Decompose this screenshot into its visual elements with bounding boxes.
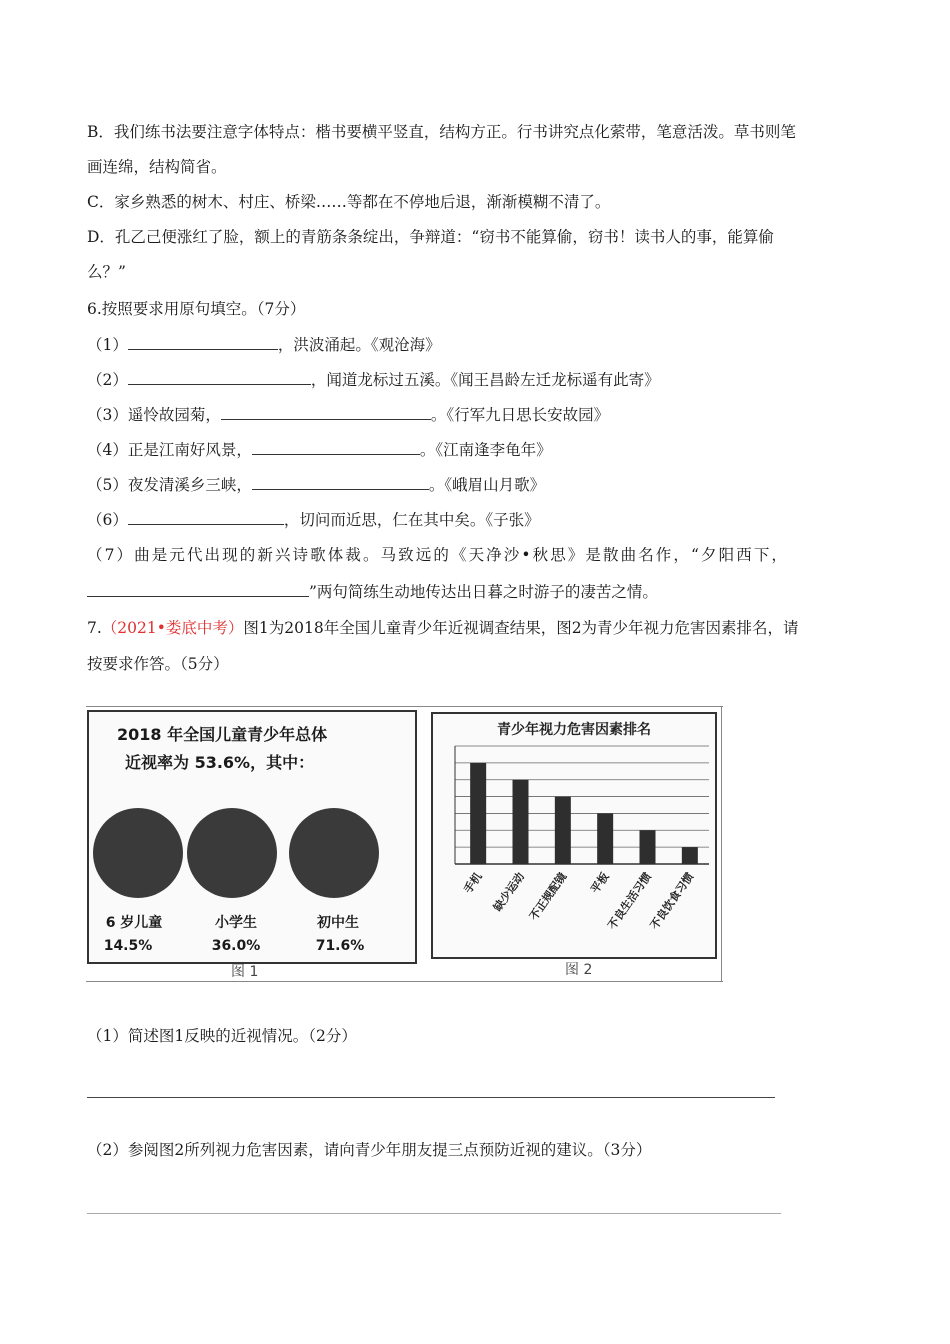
figure-right-rule [721,706,722,982]
q6-item-1-blank[interactable] [128,335,278,350]
fig2-title: 青少年视力危害因素排名 [497,722,651,738]
fig2-bar [597,813,613,864]
fig2-category-label: 不良饮食习惯 [647,870,697,932]
q7-sub2-answer-line[interactable] [87,1213,781,1214]
fig1-value-junior: 71.6% [315,938,365,954]
q7-sub2: （2）参阅图2所列视力危害因素，请向青少年朋友提三点预防近视的建议。（3分） [87,1141,652,1159]
fig1-circle-children [93,808,183,898]
option-b-line1: B．我们练书法要注意字体特点：楷书要横平竖直，结构方正。行书讲究点化萦带，笔意活泼。草书则笔 [87,123,796,141]
q6-item-6-prefix: （6） [87,511,128,529]
fig1-label-primary: 小学生 [215,915,257,931]
q6-item-6-text: ，切问而近思，仁在其中矣。《子张》 [283,511,540,529]
figure-bottom-rule [86,981,723,982]
fig2-bar [470,763,486,864]
fig2-chart [433,714,715,957]
q6-item-1 [87,333,441,355]
fig2-caption: 图 2 [565,962,593,978]
q6-item-5-text: 。《峨眉山月歌》 [428,476,546,494]
fig2-bar [682,847,698,864]
q6-item-7-text: ”两句简练生动地传达出日暮之时游子的凄苦之情。 [309,583,658,601]
option-c: C．家乡熟悉的树木、村庄、桥梁……等都在不停地后退，渐渐模糊不清了。 [87,193,611,211]
q7-line2: 按要求作答。（5分） [87,655,229,673]
fig1-circle-junior [289,808,379,898]
figure-panel [87,706,722,982]
fig1-title-line2: 近视率为 53.6%，其中： [125,753,315,772]
q6-item-6 [87,508,540,530]
q6-item-2-blank[interactable] [128,370,311,385]
fig2-category-label: 缺少运动 [491,870,527,914]
q7-sub1-answer-line[interactable] [87,1097,775,1098]
q6-item-3-text: 。《行军九日思长安故园》 [430,406,610,424]
fig1-circle-primary [187,808,277,898]
fig1-value-primary: 36.0% [211,938,261,954]
q6-item-7-blank[interactable] [87,582,309,597]
fig1-label-junior: 初中生 [317,915,359,931]
q6-item-5 [87,473,545,495]
option-d-line1: D．孔乙己便涨红了脸，额上的青筋条条绽出，争辩道：“窃书不能算偷，窃书！读书人的事，能算偷 [87,228,774,246]
q6-item-6-blank[interactable] [128,510,284,525]
fig2-category-label: 手机 [461,870,485,896]
q6-item-4-text: 。《江南逢李龟年》 [419,441,552,459]
q7-number: 7. [87,619,102,637]
q6-item-5-blank[interactable] [252,475,429,490]
q7-line1 [87,616,799,638]
q6-item-2-text: ，闻道龙标过五溪。《闻王昌龄左迁龙标遥有此寄》 [310,371,660,389]
q6-item-4 [87,438,552,460]
option-d-line2: 么？” [87,263,126,281]
figure-top-rule [86,706,723,707]
q6-item-3 [87,403,609,425]
figure-1 [87,710,417,964]
fig1-title-line1: 2018 年全国儿童青少年总体 [117,725,328,744]
fig2-category-label: 平板 [588,870,612,896]
fig2-category-label: 不良生活习惯 [605,870,654,932]
fig2-category-label: 不正规配镜 [527,870,570,923]
q7-text: 图1为2018年全国儿童青少年近视调查结果，图2为青少年视力危害因素排名，请 [243,619,799,637]
q6-title: 6.按照要求用原句填空。（7分） [87,300,306,318]
q6-item-1-text: ，洪波涌起。《观沧海》 [277,336,441,354]
q6-item-5-prefix: （5）夜发清溪乡三峡， [87,476,252,494]
option-b-line2: 画连绵，结构简省。 [87,158,227,176]
figure-2 [431,712,717,959]
fig1-label-children: 6 岁儿童 [105,915,163,931]
q6-item-3-prefix: （3）遥怜故园菊， [87,406,221,424]
fig1-value-children: 14.5% [103,938,153,954]
q7-source: （2021•娄底中考） [101,619,244,637]
q6-item-2-prefix: （2） [87,371,128,389]
q6-item-3-blank[interactable] [221,405,431,420]
q7-sub1: （1）简述图1反映的近视情况。（2分） [87,1027,357,1045]
q6-item-4-blank[interactable] [252,440,420,455]
q6-item-7-line2 [87,580,658,602]
q6-item-1-prefix: （1） [87,336,128,354]
fig2-bar [513,780,529,864]
q6-item-4-prefix: （4）正是江南好风景， [87,441,252,459]
q6-item-7-line1: （7）曲是元代出现的新兴诗歌体裁。马致远的《天净沙•秋思》是散曲名作，“夕阳西下， [87,546,790,564]
q6-item-2 [87,368,660,390]
fig2-bar [555,797,571,864]
fig1-caption: 图 1 [231,964,259,980]
fig2-bar [640,830,656,864]
